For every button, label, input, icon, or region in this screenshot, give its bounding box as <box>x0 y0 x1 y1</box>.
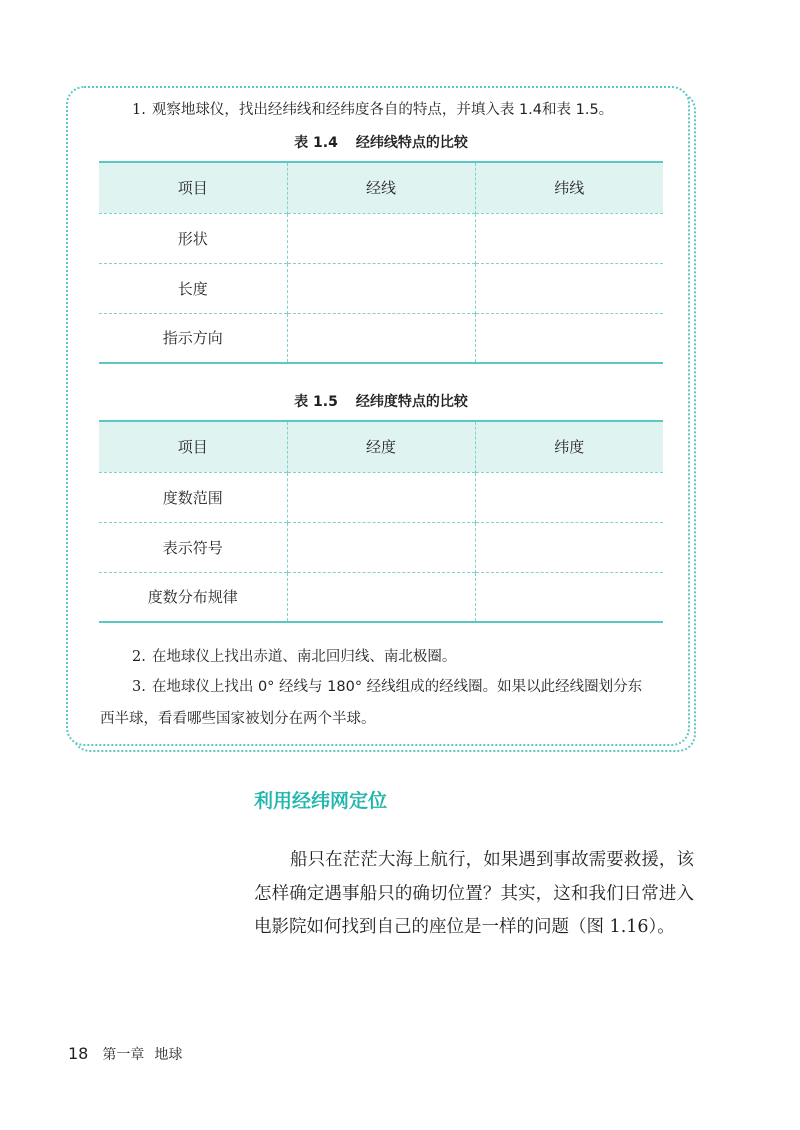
table-2-header-longitude: 经度 <box>287 421 475 472</box>
table-2-blank-cell[interactable] <box>287 522 475 572</box>
question-1 <box>132 101 613 119</box>
table-1-caption-title: 经纬线特点的比较 <box>355 135 468 151</box>
table-row <box>99 472 663 522</box>
table-2-header-row <box>99 421 663 472</box>
table-1-blank-cell[interactable] <box>475 313 663 363</box>
question-3-text-line-1: 在地球仪上找出 0° 经线与 180° 经线组成的经线圈。如果以此经线圈划分东 <box>151 679 643 695</box>
table-1-blank-cell[interactable] <box>287 263 475 313</box>
page-number: 18 <box>68 1044 89 1063</box>
table-2-blank-cell[interactable] <box>475 572 663 622</box>
table-2-blank-cell[interactable] <box>287 572 475 622</box>
table-2-header-latitude: 纬度 <box>475 421 663 472</box>
table-1-caption <box>99 132 663 152</box>
table-2-caption <box>99 391 663 411</box>
table-row <box>99 572 663 622</box>
question-3-number: 3. <box>132 679 146 695</box>
table-2-row-label: 表示符号 <box>99 522 287 572</box>
section-title: 利用经纬网定位 <box>254 790 388 812</box>
question-1-text: 观察地球仪，找出经纬线和经纬度各自的特点，并填入表 1.4和表 1.5。 <box>151 102 614 118</box>
table-2-header-item: 项目 <box>99 421 287 472</box>
table-row <box>99 313 663 363</box>
table-1-blank-cell[interactable] <box>287 313 475 363</box>
table-row <box>99 263 663 313</box>
table-2-caption-number: 表 1.5 <box>294 394 338 410</box>
table-1-header-meridian: 经线 <box>287 162 475 213</box>
table-2-blank-cell[interactable] <box>475 472 663 522</box>
table-2 <box>99 420 663 623</box>
body-paragraph: 船只在茫茫大海上航行，如果遇到事故需要救援，该怎样确定遇事船只的确切位置？其实，这和我们日常进入电影院如何找到自己的座位是一样的问题（图 1.16）。 <box>254 850 694 937</box>
table-2-blank-cell[interactable] <box>475 522 663 572</box>
table-1-blank-cell[interactable] <box>475 263 663 313</box>
chapter-label: 第一章 <box>102 1047 145 1063</box>
question-2-number: 2. <box>132 649 146 665</box>
table-1-row-label: 形状 <box>99 213 287 263</box>
table-1-blank-cell[interactable] <box>287 213 475 263</box>
table-1-header-parallel: 纬线 <box>475 162 663 213</box>
table-row <box>99 522 663 572</box>
chapter-title: 地球 <box>154 1047 183 1063</box>
table-1-row-label: 长度 <box>99 263 287 313</box>
table-2-row-label: 度数范围 <box>99 472 287 522</box>
table-1-caption-number: 表 1.4 <box>294 135 338 151</box>
table-1 <box>99 161 663 364</box>
table-1-row-label: 指示方向 <box>99 313 287 363</box>
question-1-number: 1. <box>132 102 146 118</box>
table-2-row-label: 度数分布规律 <box>99 572 287 622</box>
table-2-blank-cell[interactable] <box>287 472 475 522</box>
table-row <box>99 213 663 263</box>
question-3-continuation: 西半球，看看哪些国家被划分在两个半球。 <box>100 711 376 727</box>
table-1-header-row <box>99 162 663 213</box>
table-2-caption-title: 经纬度特点的比较 <box>355 394 468 410</box>
question-2 <box>132 648 456 666</box>
page-footer <box>68 1044 182 1064</box>
table-1-blank-cell[interactable] <box>475 213 663 263</box>
question-3 <box>132 678 642 696</box>
table-1-header-item: 项目 <box>99 162 287 213</box>
question-2-text: 在地球仪上找出赤道、南北回归线、南北极圈。 <box>151 649 457 665</box>
